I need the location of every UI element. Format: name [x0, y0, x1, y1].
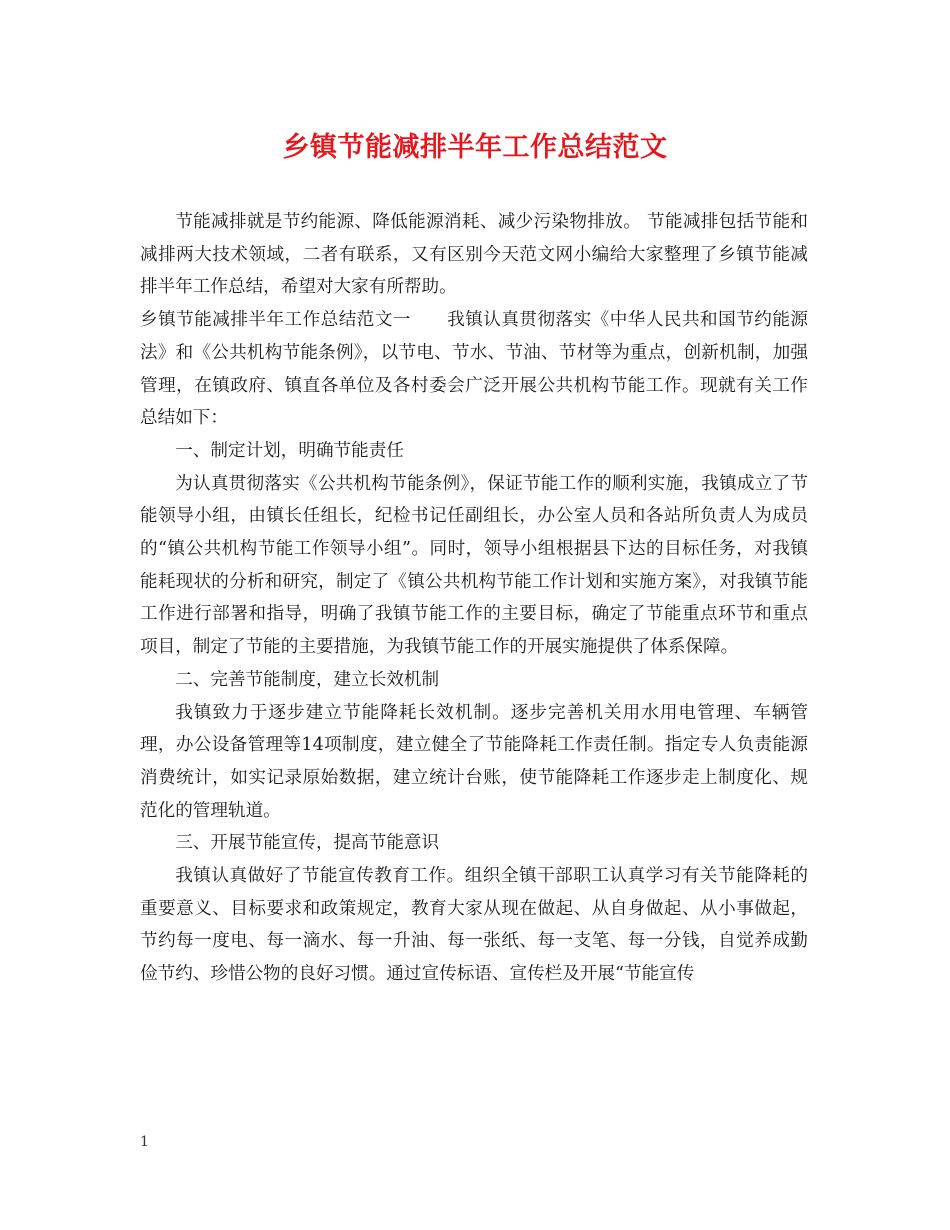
document-title: 乡镇节能减排半年工作总结范文: [282, 132, 668, 163]
heading-three: 三、开展节能宣传，提高节能意识: [175, 833, 440, 854]
heading-two: 二、完善节能制度，建立长效机制: [175, 669, 440, 690]
paragraph-two: 我镇致力于逐步建立节能降耗长效机制。逐步完善机关用水用电管理、车辆管理，办公设备管理等14项制度，建立健全了节能降耗工作责任制。指定专人负责能源消费统计，如实记录原始数据，建立统计台账，使节能降耗工作逐步走上制度化、规范化的管理轨道。: [140, 702, 808, 821]
intro-paragraph: 节能减排就是节约能源、降低能源消耗、减少污染物排放。 节能减排包括节能和减排两大技术领域，二者有联系，又有区别今天范文网小编给大家整理了乡镇节能减排半年工作总结，希望对大家有所帮助。: [140, 212, 808, 298]
heading-one: 一、制定计划，明确节能责任: [175, 440, 404, 461]
page-number: 1: [140, 1134, 149, 1150]
paragraph-one: 为认真贯彻落实《公共机构节能条例》，保证节能工作的顺利实施，我镇成立了节能领导小组，由镇长任组长，纪检书记任副组长，办公室人员和各站所负责人为成员的“镇公共机构节能工作领导小组”。同时，领导小组根据县下达的目标任务，对我镇能耗现状的分析和研究，制定了《镇公共机构节能工作计划和实施方案》，对我镇节能工作进行部署和指导，明确了我镇节能工作的主要目标，确定了节能重点环节和重点项目，制定了节能的主要措施，为我镇节能工作的开展实施提供了体系保障。: [140, 473, 808, 658]
document-body: [140, 206, 808, 991]
paragraph-three: 我镇认真做好了节能宣传教育工作。组织全镇干部职工认真学习有关节能降耗的重要意义、目标要求和政策规定，教育大家从现在做起、从自身做起、从小事做起，节约每一度电、每一滴水、每一升油、每一张纸、每一支笔、每一分钱，自觉养成勤俭节约、珍惜公物的良好习惯。通过宣传标语、宣传栏及开展“节能宣传: [140, 866, 808, 985]
section-intro-paragraph: 乡镇节能减排半年工作总结范文一 我镇认真贯彻落实《中华人民共和国节约能源法》和《公共机构节能条例》，以节电、节水、节油、节材等为重点，创新机制，加强管理，在镇政府、镇直各单位及各村委会广泛开展公共机构节能工作。现就有关工作总结如下：: [140, 310, 808, 429]
